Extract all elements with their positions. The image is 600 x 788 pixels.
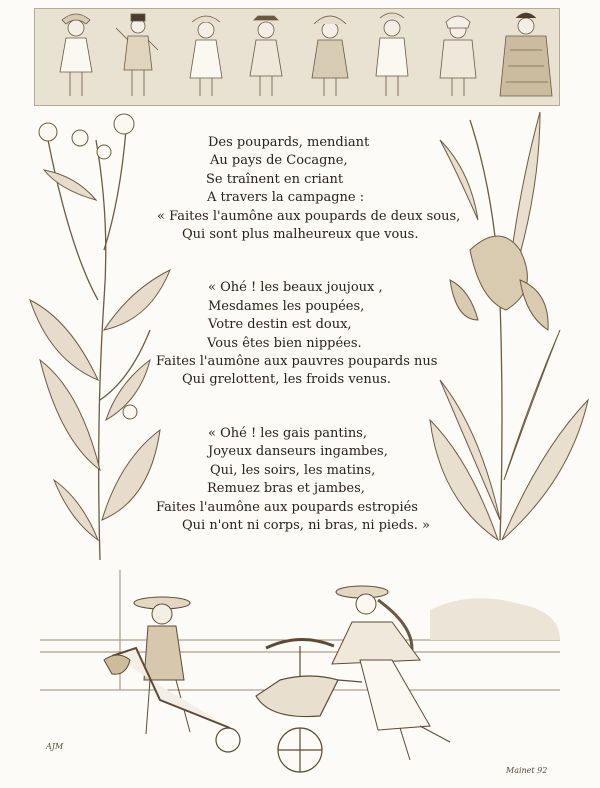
poem-line: Qui n'ont ni corps, ni bras, ni pieds. » [182, 517, 430, 533]
poem-line: Qui grelottent, les froids venus. [182, 372, 391, 388]
poem-line: Qui sont plus malheureux que vous. [182, 227, 419, 243]
poem-line: Faites l'aumône aux pauvres poupards nus [156, 354, 438, 370]
poem-line: Des poupards, mendiant [208, 135, 370, 150]
poem-line: « Ohé ! les gais pantins, [208, 425, 367, 441]
poem-line: Remuez bras et jambes, [207, 481, 365, 497]
poem-line: Joyeux danseurs ingambes, [208, 444, 388, 460]
poem-line: Faites l'aumône aux poupards estropiés [156, 499, 418, 515]
poem-line: Votre destin est doux, [208, 317, 352, 333]
poem-line: « Ohé ! les beaux joujoux , [208, 280, 383, 296]
poem-line: Au pays de Cocagne, [210, 153, 348, 169]
poem-line: « Faites l'aumône aux poupards de deux sous, [157, 208, 461, 224]
poem-line: Mesdames les poupées, [208, 298, 365, 314]
poem-line: Vous êtes bien nippées. [207, 335, 362, 351]
signature-right: Mainet 92 [506, 766, 548, 775]
signature-left: AJM [46, 742, 64, 751]
poem-line: Se traînent en criant [206, 171, 344, 187]
poem-line: Qui, les soirs, les matins, [210, 462, 376, 478]
poem-line: A travers la campagne : [207, 190, 365, 206]
